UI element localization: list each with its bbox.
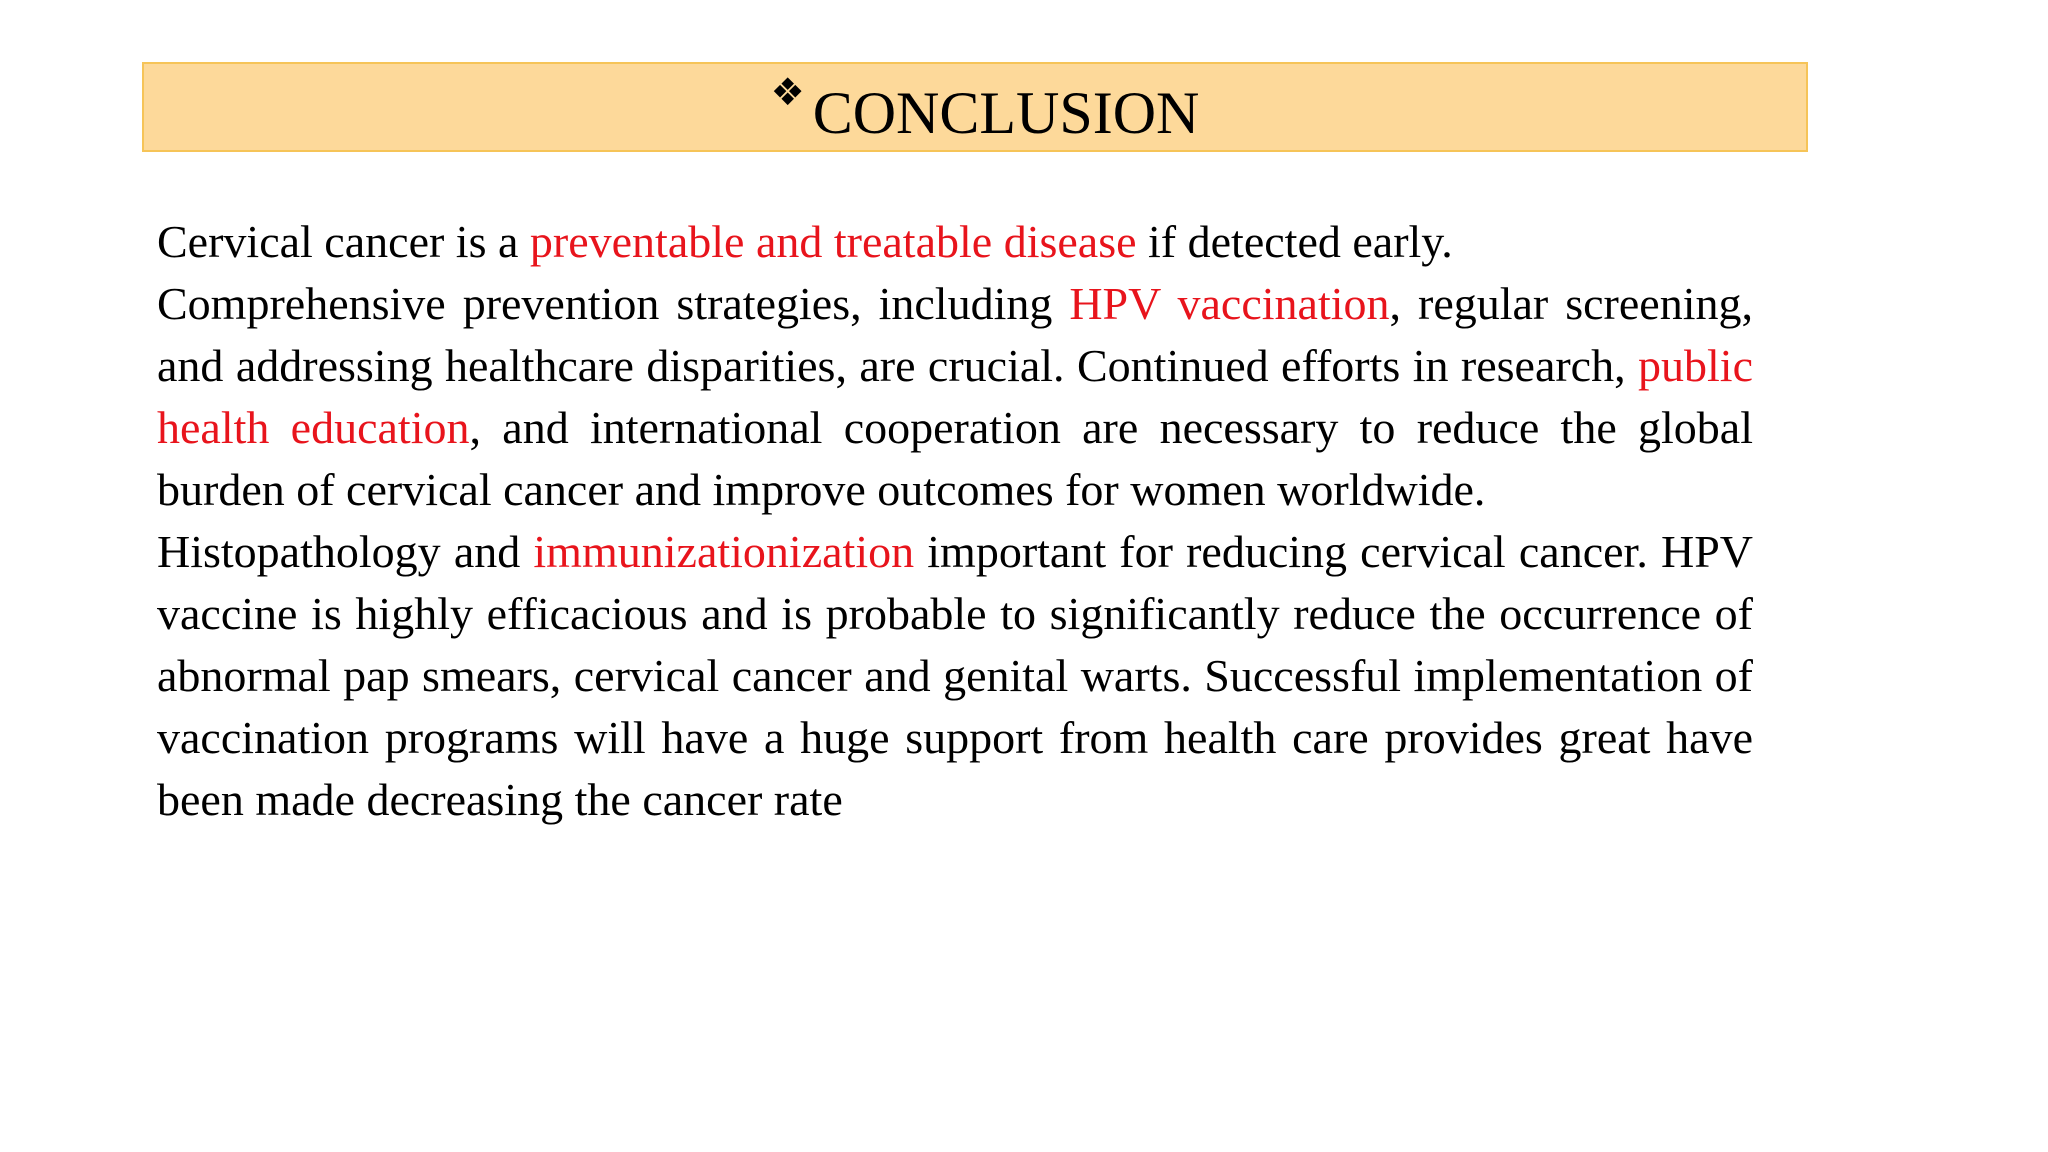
paragraph-1: [157, 211, 1753, 273]
title-group: [770, 70, 1200, 146]
highlighted-text: HPV vaccination: [1069, 278, 1390, 329]
highlighted-text: preventable and treatable disease: [529, 216, 1137, 267]
conclusion-body: [157, 211, 1753, 831]
text-span: if detected early.: [1136, 216, 1453, 267]
highlighted-text: immunizationization: [533, 526, 915, 577]
text-span: Histopathology and: [157, 526, 534, 577]
paragraph-3: [157, 521, 1753, 831]
text-span: , regular screening, and addressing healthcare disparities, are crucial. Continued efforts in research,: [157, 278, 1753, 391]
text-span: , and international cooperation are necessary to reduce the global burden of cervical cancer and improve outcomes for women worldwide.: [157, 402, 1754, 515]
text-span: Comprehensive prevention strategies, including: [157, 278, 1070, 329]
paragraph-2: [157, 273, 1753, 521]
text-span: Cervical cancer is a: [157, 216, 530, 267]
four-diamond-bullet-icon: ❖: [770, 70, 805, 114]
highlighted-text: public health education: [157, 340, 1753, 453]
text-span: important for reducing cervical cancer. HPV vaccine is highly efficacious and is probable to significantly reduce the occurrence of abnormal pap smears, cervical cancer and genital warts. Successful implementation of vaccination programs will have a huge support from health care provides great have been made decreasing the cancer rate: [157, 526, 1754, 825]
page-title: CONCLUSION: [812, 80, 1200, 146]
title-bar: [142, 62, 1808, 152]
